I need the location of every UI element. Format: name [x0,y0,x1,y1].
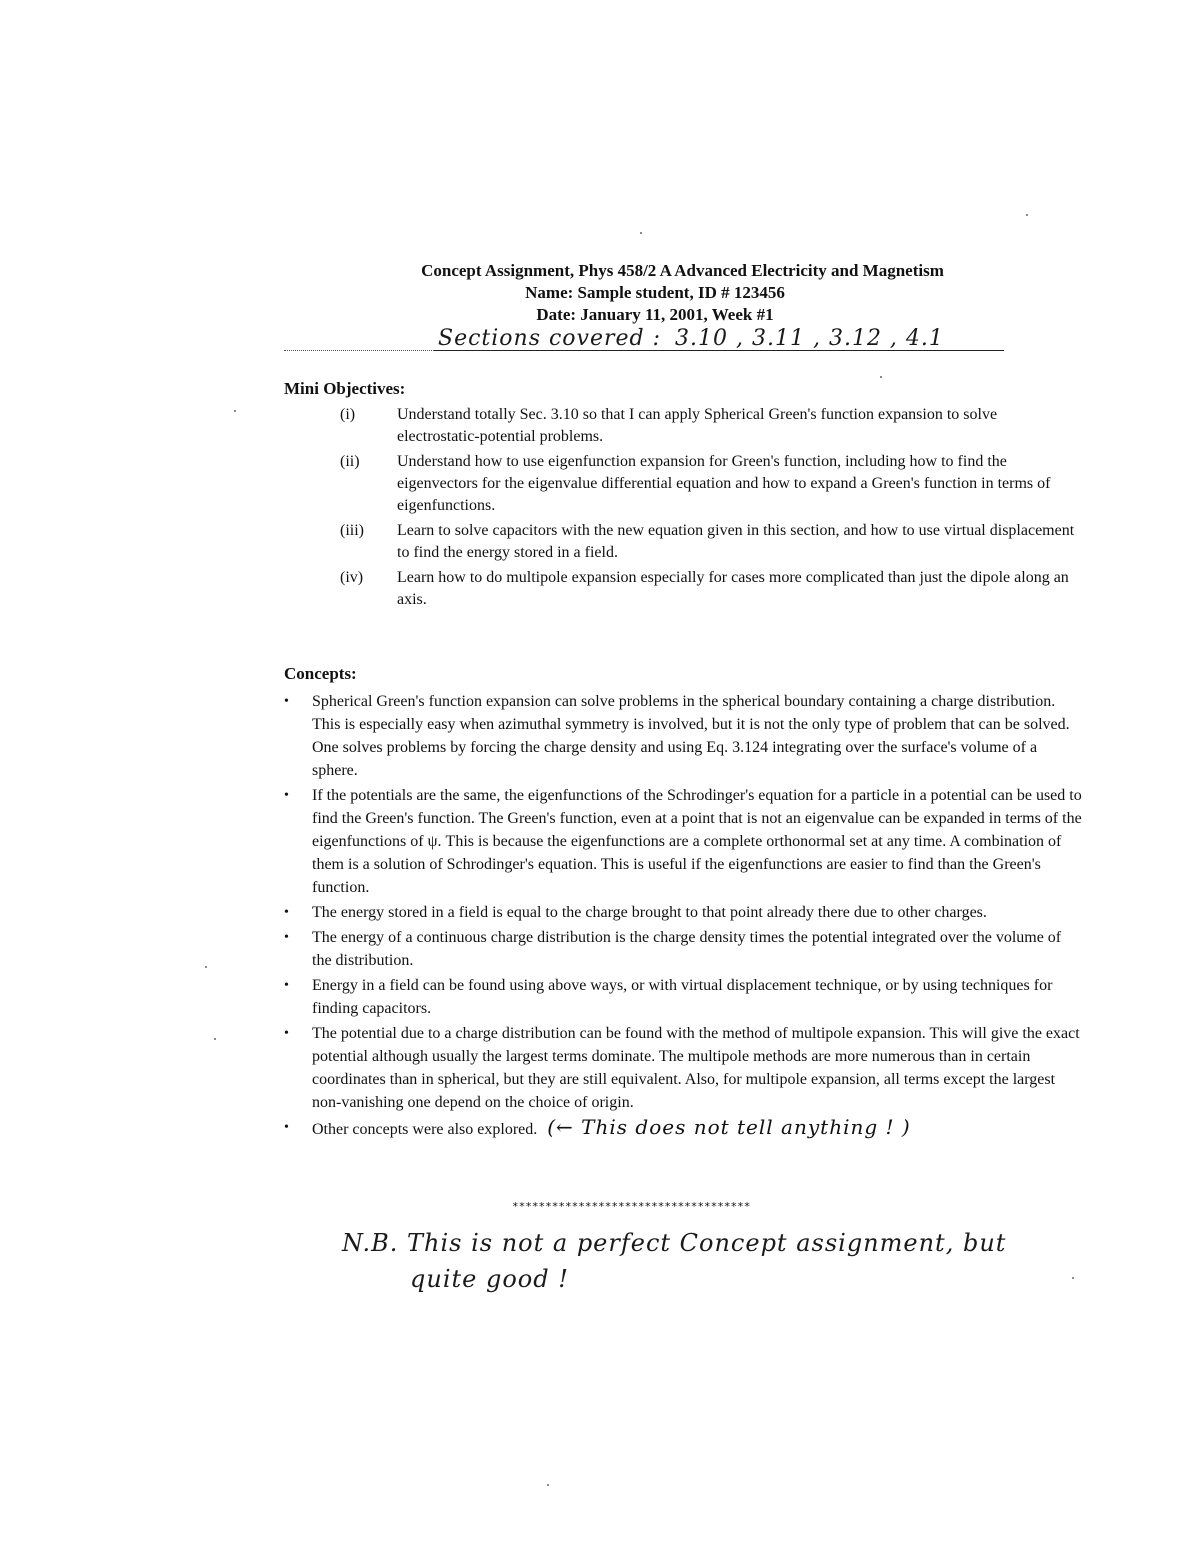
bullet-icon: • [284,694,289,709]
header-rule-dotted [284,350,434,351]
objective-number: (iii) [340,522,364,539]
concept-item [282,901,1082,924]
footnote-line-1: N.B. This is not a perfect Concept assignment, but [342,1229,1007,1257]
bullet-icon: • [284,788,289,803]
concept-text: The energy of a continuous charge distribution is the charge density times the potential integrated over the volume of the distribution. [312,929,1062,969]
header-rule [434,350,1004,351]
sections-label: Sections covered : [438,326,662,351]
scan-speck [547,1484,549,1486]
objective-text: Learn how to do multipole expansion especially for cases more complicated than just the dipole along an axis. [397,569,1069,608]
objective-item [340,404,1080,448]
sections-value: 3.10 , 3.11 , 3.12 , 4.1 [675,326,944,351]
concepts-heading: Concepts: [284,664,357,683]
scan-speck [214,1038,216,1040]
scan-speck [880,376,882,378]
bullet-icon: • [284,930,289,945]
scan-speck [640,232,642,234]
objective-item [340,451,1080,517]
concept-text: If the potentials are the same, the eigenfunctions of the Schrodinger's equation for a particle in a potential can be used to find the Green's function. The Green's function, even at a point that is not an eigenvalue can be expanded in terms of the eigenfunctions of ψ. This is because the eigenfunctions are a complete orthonormal set at any time. A combination of them is a solution of Schrodinger's equation. This is useful if the eigenfunctions are easier to find than the Green's function. [312,787,1082,896]
scan-speck [1026,214,1028,216]
concept-item [282,974,1082,1020]
concept-text: Spherical Green's function expansion can solve problems in the spherical boundary containing a charge distribution. This is especially easy when azimuthal symmetry is involved, but it is not the only type of problem that can be solved. One solves problems by forcing the charge density and using Eq. 3.124 integrating over the surface's volume of a sphere. [312,693,1070,779]
bullet-icon: • [284,905,289,920]
concept-item [282,926,1082,972]
objective-item [340,520,1080,564]
separator-stars: ************************************ [512,1200,751,1213]
concepts-list [282,690,1082,1143]
concept-text: The energy stored in a field is equal to the charge brought to that point already there due to other charges. [312,904,987,921]
concept-item [282,1022,1082,1114]
student-name-line: Name: Sample student, ID # 123456 [525,283,785,302]
scan-speck [234,410,236,412]
concept-text: Other concepts were also explored. [312,1121,538,1138]
objectives-heading: Mini Objectives: [284,379,406,398]
bullet-icon: • [284,978,289,993]
objective-text: Learn to solve capacitors with the new equation given in this section, and how to use virtual displacement to find the energy stored in a field. [397,522,1075,561]
concept-item [282,784,1082,899]
footnote-line-2: quite good ! [410,1265,569,1293]
date-line: Date: January 11, 2001, Week #1 [536,305,774,324]
scan-speck [1072,1277,1074,1279]
concept-item [282,1116,1082,1141]
handwritten-footnote [342,1225,1042,1297]
objective-number: (iv) [340,569,364,586]
objective-item [340,567,1080,611]
bullet-icon: • [284,1120,289,1135]
objective-number: (ii) [340,453,360,470]
objectives-list [340,404,1080,614]
sections-covered-handwritten [438,326,944,351]
document-title: Concept Assignment, Phys 458/2 A Advanced Electricity and Magnetism [421,261,944,280]
scan-speck [205,966,207,968]
concept-item [282,690,1082,782]
objective-number: (i) [340,406,356,423]
concept-text: Energy in a field can be found using above ways, or with virtual displacement technique, or by using techniques for finding capacitors. [312,977,1053,1017]
concept-text: The potential due to a charge distribution can be found with the method of multipole expansion. This will give the exact potential although usually the largest terms dominate. The multipole methods are more numerous than in certain coordinates than in spherical, but they are still equivalent. Also, for multipole expansion, all terms except the largest non-vanishing one depend on the choice of origin. [312,1025,1080,1111]
objective-text: Understand how to use eigenfunction expansion for Green's function, including how to find the eigenvectors for the eigenvalue differential equation and how to expand a Green's function in terms of eigenfunctions. [397,453,1051,514]
handwritten-margin-note: (← This does not tell anything ! ) [547,1115,911,1139]
objective-text: Understand totally Sec. 3.10 so that I can apply Spherical Green's function expansion to solve electrostatic-potential problems. [397,406,998,445]
document-header [0,260,1200,326]
bullet-icon: • [284,1026,289,1041]
